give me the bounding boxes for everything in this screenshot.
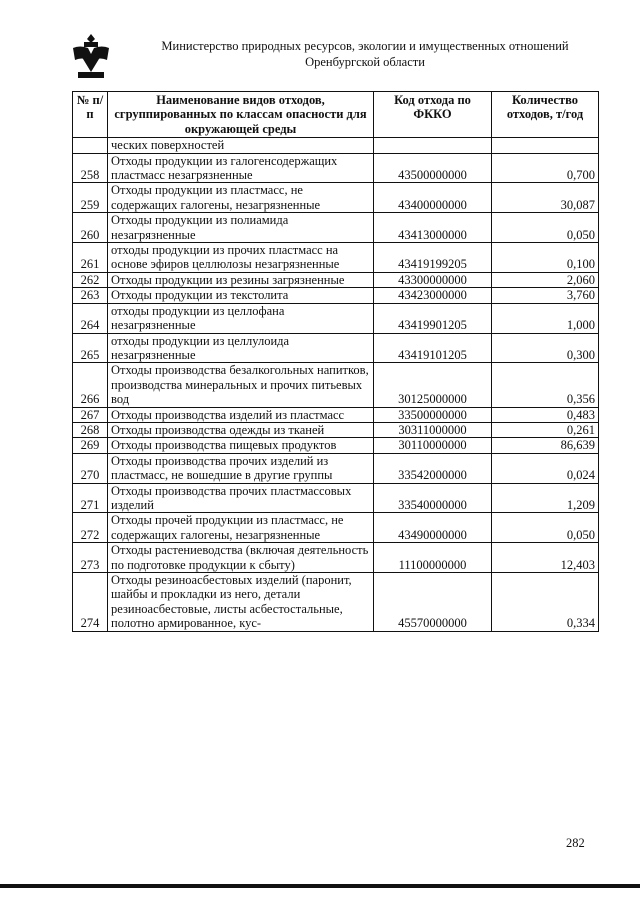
ministry-header	[130, 38, 600, 70]
fkko-code: 43490000000	[374, 513, 492, 543]
waste-name: Отходы производства прочих пластмассовых изделий	[108, 483, 374, 513]
waste-name: Отходы растениеводства (включая деятельность по подготовке продукции к сбыту)	[108, 543, 374, 573]
waste-quantity: 0,024	[492, 453, 599, 483]
waste-quantity: 0,050	[492, 213, 599, 243]
waste-quantity: 1,000	[492, 303, 599, 333]
row-number: 272	[73, 513, 108, 543]
table-row	[73, 573, 599, 632]
table-row	[73, 288, 599, 303]
header-qty: Количество отходов, т/год	[492, 92, 599, 138]
waste-quantity: 0,050	[492, 513, 599, 543]
continuation-text: ческих поверхностей	[108, 138, 374, 153]
fkko-code: 43400000000	[374, 183, 492, 213]
waste-quantity: 86,639	[492, 438, 599, 453]
row-number: 260	[73, 213, 108, 243]
waste-name: Отходы производства прочих изделий из пластмасс, не вошедшие в другие группы	[108, 453, 374, 483]
row-number: 273	[73, 543, 108, 573]
waste-name: отходы продукции из целлулоида незагрязненные	[108, 333, 374, 363]
waste-name: Отходы производства пищевых продуктов	[108, 438, 374, 453]
continuation-row	[73, 138, 599, 153]
row-number: 258	[73, 153, 108, 183]
waste-name: Отходы прочей продукции из пластмасс, не содержащих галогены, незагрязненные	[108, 513, 374, 543]
waste-table	[72, 91, 599, 632]
row-number: 271	[73, 483, 108, 513]
page-number: 282	[566, 836, 585, 850]
fkko-code: 11100000000	[374, 543, 492, 573]
row-number: 270	[73, 453, 108, 483]
fkko-code: 33540000000	[374, 483, 492, 513]
fkko-code: 43300000000	[374, 272, 492, 287]
waste-quantity: 0,334	[492, 573, 599, 632]
waste-quantity: 0,483	[492, 407, 599, 422]
table-row	[73, 272, 599, 287]
fkko-code: 33542000000	[374, 453, 492, 483]
waste-quantity: 30,087	[492, 183, 599, 213]
bottom-rule	[0, 884, 640, 888]
row-number: 262	[73, 272, 108, 287]
fkko-code: 33500000000	[374, 407, 492, 422]
table-row	[73, 213, 599, 243]
region-name: Оренбургской области	[305, 55, 425, 69]
waste-name: Отходы продукции из галогенсодержащих пластмасс незагрязненные	[108, 153, 374, 183]
waste-quantity: 0,356	[492, 363, 599, 407]
fkko-code: 30311000000	[374, 422, 492, 437]
coat-of-arms-icon	[70, 32, 112, 80]
row-number: 266	[73, 363, 108, 407]
waste-name: Отходы продукции из текстолита	[108, 288, 374, 303]
table-row	[73, 363, 599, 407]
table-header-row	[73, 92, 599, 138]
table-row	[73, 453, 599, 483]
waste-quantity: 12,403	[492, 543, 599, 573]
fkko-code: 45570000000	[374, 573, 492, 632]
fkko-code: 43413000000	[374, 213, 492, 243]
row-number: 263	[73, 288, 108, 303]
header-num: № п/п	[73, 92, 108, 138]
waste-name: Отходы резиноасбестовых изделий (паронит, шайбы и прокладки из него, детали резиноасбестовые, листы асбестостальные, полотно армированное, кус-	[108, 573, 374, 632]
table-row	[73, 407, 599, 422]
waste-quantity: 2,060	[492, 272, 599, 287]
fkko-code: 30110000000	[374, 438, 492, 453]
waste-name: отходы продукции из прочих пластмасс на основе эфиров целлюлозы незагрязненные	[108, 243, 374, 273]
waste-name: Отходы производства изделий из пластмасс	[108, 407, 374, 422]
waste-name: отходы продукции из целлофана незагрязненные	[108, 303, 374, 333]
table-row	[73, 333, 599, 363]
row-number: 265	[73, 333, 108, 363]
row-number: 264	[73, 303, 108, 333]
waste-quantity: 1,209	[492, 483, 599, 513]
table-row	[73, 543, 599, 573]
table-row	[73, 303, 599, 333]
table-row	[73, 153, 599, 183]
waste-quantity: 0,100	[492, 243, 599, 273]
ministry-name: Министерство природных ресурсов, экологии и имущественных отношений	[161, 39, 569, 53]
table-row	[73, 513, 599, 543]
table-row	[73, 243, 599, 273]
row-number: 261	[73, 243, 108, 273]
waste-name: Отходы продукции из резины загрязненные	[108, 272, 374, 287]
row-number: 269	[73, 438, 108, 453]
waste-quantity: 0,700	[492, 153, 599, 183]
row-number: 274	[73, 573, 108, 632]
waste-name: Отходы продукции из пластмасс, не содержащих галогены, незагрязненные	[108, 183, 374, 213]
fkko-code: 43419199205	[374, 243, 492, 273]
header-name: Наименование видов отходов, сгруппированных по классам опасности для окружающей среды	[108, 92, 374, 138]
row-number: 259	[73, 183, 108, 213]
waste-quantity: 3,760	[492, 288, 599, 303]
waste-name: Отходы производства одежды из тканей	[108, 422, 374, 437]
table-row	[73, 422, 599, 437]
page-header	[70, 30, 600, 80]
waste-name: Отходы продукции из полиамида незагрязненные	[108, 213, 374, 243]
fkko-code: 43423000000	[374, 288, 492, 303]
fkko-code: 30125000000	[374, 363, 492, 407]
table-row	[73, 483, 599, 513]
fkko-code: 43419901205	[374, 303, 492, 333]
row-number: 268	[73, 422, 108, 437]
fkko-code: 43500000000	[374, 153, 492, 183]
table-row	[73, 183, 599, 213]
waste-name: Отходы производства безалкогольных напитков, производства минеральных и прочих питьевых вод	[108, 363, 374, 407]
fkko-code: 43419101205	[374, 333, 492, 363]
waste-quantity: 0,261	[492, 422, 599, 437]
waste-quantity: 0,300	[492, 333, 599, 363]
table-row	[73, 438, 599, 453]
header-code: Код отхода по ФККО	[374, 92, 492, 138]
row-number: 267	[73, 407, 108, 422]
